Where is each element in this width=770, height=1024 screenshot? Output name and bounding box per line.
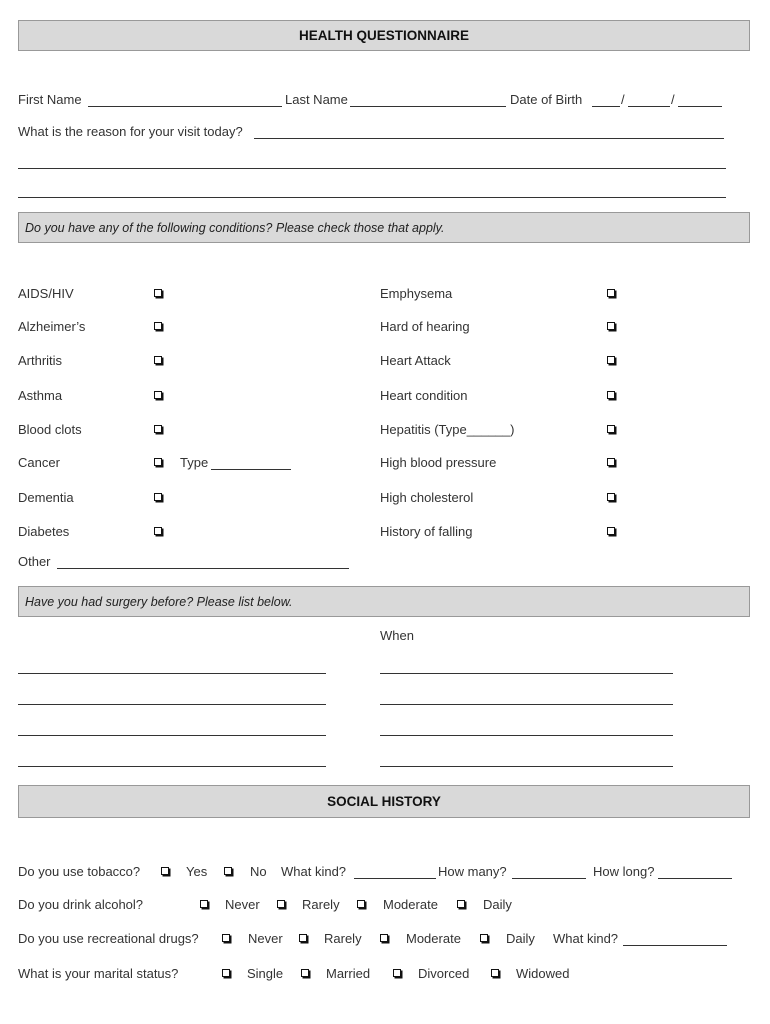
surgery-banner	[18, 586, 750, 617]
condition-label: Emphysema	[380, 286, 453, 301]
social-history-banner	[18, 785, 750, 818]
checkbox-marital-divorced[interactable]	[393, 969, 401, 977]
condition-label: High cholesterol	[380, 490, 474, 505]
checkbox-aids-hiv[interactable]	[154, 289, 162, 297]
checkbox-drugs-rarely[interactable]	[299, 934, 307, 942]
checkbox-alcohol-moderate[interactable]	[357, 900, 365, 908]
cancer-type-field[interactable]	[211, 469, 291, 470]
reason-field-line-1[interactable]	[254, 138, 724, 139]
alcohol-question: Do you drink alcohol?	[18, 897, 144, 912]
reason-field-line-2[interactable]	[18, 168, 726, 169]
checkbox-tobacco-yes[interactable]	[161, 867, 169, 875]
drugs-option-label: Rarely	[324, 931, 362, 946]
checkbox-diabetes[interactable]	[154, 527, 162, 535]
condition-label: AIDS/HIV	[18, 286, 74, 301]
tobacco-yes-label: Yes	[186, 864, 208, 879]
dob-year-field[interactable]	[678, 106, 722, 107]
checkbox-heart-attack[interactable]	[607, 356, 615, 364]
checkbox-tobacco-no[interactable]	[224, 867, 232, 875]
surgery-line[interactable]	[18, 704, 326, 705]
surgery-prompt: Have you had surgery before? Please list below.	[25, 594, 293, 609]
other-label: Other	[18, 554, 51, 569]
checkbox-alcohol-daily[interactable]	[457, 900, 465, 908]
condition-label: Alzheimer’s	[18, 319, 86, 334]
condition-label: Diabetes	[18, 524, 70, 539]
checkbox-asthma[interactable]	[154, 391, 162, 399]
surgery-when-line[interactable]	[380, 735, 673, 736]
drugs-kind-field[interactable]	[623, 945, 727, 946]
tobacco-how-long-field[interactable]	[658, 878, 732, 879]
last-name-field[interactable]	[350, 106, 506, 107]
alcohol-option-label: Rarely	[302, 897, 340, 912]
marital-question: What is your marital status?	[18, 966, 179, 981]
checkbox-drugs-moderate[interactable]	[380, 934, 388, 942]
tobacco-kind-label: What kind?	[281, 864, 347, 879]
checkbox-alcohol-never[interactable]	[200, 900, 208, 908]
marital-option-label: Widowed	[516, 966, 570, 981]
checkbox-high-cholesterol[interactable]	[607, 493, 615, 501]
tobacco-question: Do you use tobacco?	[18, 864, 141, 879]
surgery-when-line[interactable]	[380, 766, 673, 767]
cancer-type-label: Type	[180, 455, 209, 470]
condition-label: Heart condition	[380, 388, 468, 403]
dob-label: Date of Birth	[510, 92, 583, 107]
conditions-banner	[18, 212, 750, 243]
conditions-prompt: Do you have any of the following conditions? Please check those that apply.	[25, 220, 445, 235]
tobacco-how-many-label: How many?	[438, 864, 507, 879]
dob-separator: /	[671, 92, 675, 107]
checkbox-history-of-falling[interactable]	[607, 527, 615, 535]
dob-month-field[interactable]	[592, 106, 620, 107]
reason-field-line-3[interactable]	[18, 197, 726, 198]
health-questionnaire-header	[18, 20, 750, 51]
condition-label: Hard of hearing	[380, 319, 470, 334]
last-name-label: Last Name	[285, 92, 348, 107]
surgery-when-label: When	[380, 628, 414, 643]
alcohol-option-label: Daily	[483, 897, 512, 912]
first-name-label: First Name	[18, 92, 82, 107]
surgery-line[interactable]	[18, 766, 326, 767]
surgery-when-line[interactable]	[380, 704, 673, 705]
tobacco-how-long-label: How long?	[593, 864, 655, 879]
checkbox-drugs-never[interactable]	[222, 934, 230, 942]
surgery-line[interactable]	[18, 735, 326, 736]
checkbox-marital-widowed[interactable]	[491, 969, 499, 977]
condition-label: History of falling	[380, 524, 473, 539]
marital-option-label: Single	[247, 966, 284, 981]
condition-label: Arthritis	[18, 353, 63, 368]
condition-label: Cancer	[18, 455, 60, 470]
reason-label: What is the reason for your visit today?	[18, 124, 243, 139]
first-name-field[interactable]	[88, 106, 282, 107]
checkbox-emphysema[interactable]	[607, 289, 615, 297]
page-title: HEALTH QUESTIONNAIRE	[298, 28, 469, 43]
checkbox-dementia[interactable]	[154, 493, 162, 501]
checkbox-alzheimers[interactable]	[154, 322, 162, 330]
alcohol-option-label: Moderate	[383, 897, 438, 912]
tobacco-how-many-field[interactable]	[512, 878, 586, 879]
checkbox-hepatitis[interactable]	[607, 425, 615, 433]
marital-option-label: Divorced	[418, 966, 470, 981]
surgery-when-line[interactable]	[380, 673, 673, 674]
checkbox-hard-of-hearing[interactable]	[607, 322, 615, 330]
condition-label: Dementia	[18, 490, 74, 505]
alcohol-option-label: Never	[225, 897, 260, 912]
checkbox-marital-married[interactable]	[301, 969, 309, 977]
checkbox-cancer[interactable]	[154, 458, 162, 466]
dob-day-field[interactable]	[628, 106, 670, 107]
checkbox-arthritis[interactable]	[154, 356, 162, 364]
checkbox-alcohol-rarely[interactable]	[277, 900, 285, 908]
condition-label: Hepatitis (Type______)	[380, 422, 515, 437]
surgery-line[interactable]	[18, 673, 326, 674]
condition-label: Asthma	[18, 388, 63, 403]
condition-label: Heart Attack	[380, 353, 451, 368]
tobacco-kind-field[interactable]	[354, 878, 436, 879]
tobacco-no-label: No	[250, 864, 267, 879]
checkbox-heart-condition[interactable]	[607, 391, 615, 399]
drugs-option-label: Moderate	[406, 931, 461, 946]
other-field[interactable]	[57, 568, 349, 569]
dob-separator: /	[621, 92, 625, 107]
drugs-question: Do you use recreational drugs?	[18, 931, 199, 946]
drugs-kind-label: What kind?	[553, 931, 619, 946]
checkbox-marital-single[interactable]	[222, 969, 230, 977]
social-history-title: SOCIAL HISTORY	[327, 794, 441, 809]
checkbox-blood-clots[interactable]	[154, 425, 162, 433]
drugs-option-label: Daily	[506, 931, 535, 946]
condition-label: Blood clots	[18, 422, 82, 437]
marital-option-label: Married	[326, 966, 371, 981]
checkbox-high-blood-pressure[interactable]	[607, 458, 615, 466]
drugs-option-label: Never	[248, 931, 283, 946]
checkbox-drugs-daily[interactable]	[480, 934, 488, 942]
condition-label: High blood pressure	[380, 455, 497, 470]
